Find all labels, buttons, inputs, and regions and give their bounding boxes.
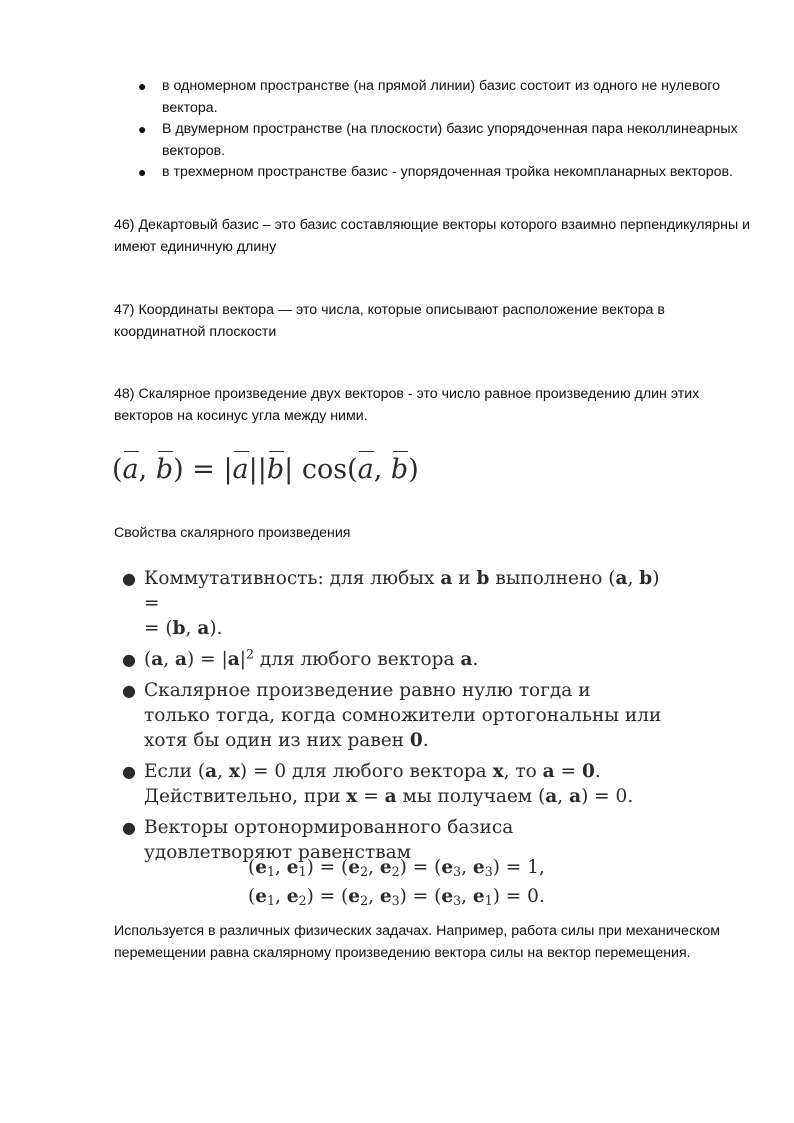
property-item: ● Векторы ортонормированного базиса удовлетворяют равенствам	[122, 817, 514, 863]
section-48-paragraph: 48) Скалярное произведение двух векторов - это число равное произведению длин этих векторов на косинус угла между ними.	[114, 386, 700, 424]
properties-heading: Свойства скалярного произведения	[114, 525, 351, 541]
property-item: ● (a, $a) = |a|^2$ для любого вектора a.	[122, 646, 479, 670]
bullet-icon: ●	[122, 818, 136, 837]
bullet-icon: ●	[138, 121, 147, 137]
bullet-item: ● в трехмерном пространстве базис - упорядоченная тройка некомпланарных векторов.	[114, 162, 754, 184]
property-item: ● Если (a, x) = 0 для любого вектора x, то a = 0. Действительно, при x = a мы получаем (a, a) = 0.	[122, 761, 634, 807]
bullet-item: ● в одномерном пространстве (на прямой линии) базис состоит из одного не нулевого вектора.	[138, 78, 720, 116]
dot-product-formula: (a, b) = |a||b| cos(a, b)	[112, 450, 419, 490]
bullet-icon: ●	[138, 164, 147, 180]
section-47-paragraph: 47) Координаты вектора — это числа, которые описывают расположение вектора в координатной плоскости	[114, 302, 665, 340]
orthonormal-equations: ($e_1$, $e_1) = (e_2$, $e_2) = (e_3$, $e_3) = 1$, ($e_1$, $e_2) = (e_2$, $e_3) = (e_3$, $e_1) = 0$.	[248, 857, 545, 909]
bullet-icon: ●	[122, 650, 136, 669]
bullet-icon: ●	[122, 681, 136, 700]
bullet-icon: ●	[138, 78, 147, 94]
property-item: ● Скалярное произведение равно нулю тогда и только тогда, когда сомножители ортогональны или хотя бы один из них равен 0.	[122, 680, 662, 751]
bullet-icon: ●	[122, 569, 136, 588]
section-46-paragraph: 46) Декартовый базис – это базис составляющие векторы которого взаимно перпендикулярны и имеют единичную длину	[114, 217, 751, 255]
bullet-item: ● В двумерном пространстве (на плоскости) базис упорядоченная пара неколлинеарных векторов.	[138, 121, 738, 159]
basis-bullet-list	[114, 76, 754, 184]
property-item: ● Коммутативность: для любых a и b выполнено (a, b) = = (b, a).	[122, 568, 660, 639]
bullet-icon: ●	[122, 762, 136, 781]
properties-list	[122, 566, 662, 871]
application-paragraph: Используется в различных физических задачах. Например, работа силы при механическом перемещении равна скалярному произведению вектора силы на вектор перемещения.	[114, 923, 721, 961]
